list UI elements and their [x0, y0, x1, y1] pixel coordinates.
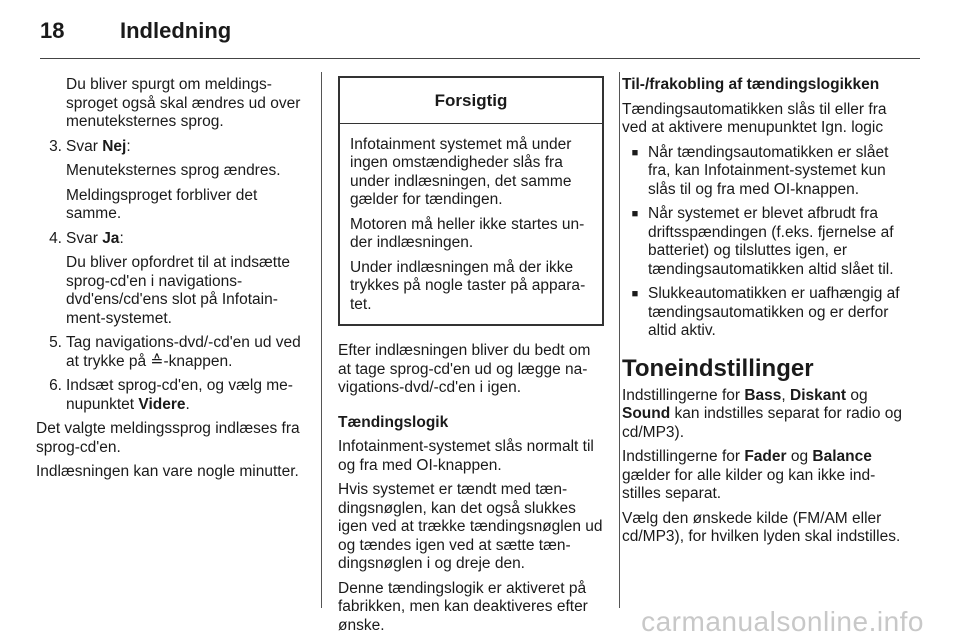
- step-result: Du bliver opfordret til at indsætte sprog-cd'en i navigations-dvd'ens/cd'ens slot på Infotainment-systemet.: [66, 254, 290, 327]
- text: og: [786, 448, 813, 465]
- step-number: 5.: [49, 334, 62, 351]
- column-divider-left: [321, 72, 322, 608]
- step-number: 4.: [49, 229, 62, 247]
- caution-title: Forsigtig: [340, 78, 602, 124]
- list-item-text: Når tændingsautomatikken er slået fra, kan Infotainment-systemet kun slås til og fra med O​I-knappen.: [648, 143, 889, 198]
- paragraph: Hvis systemet er tændt med tændingsnøglen, kan det også slukkes igen ved at trække tændingsnøglen ud og tændes igen ved at sætte tændingsnøglen i og dreje den.: [338, 481, 603, 572]
- step-text-pre: Tag navigations-dvd/-cd'en ud ved at trykke på: [66, 334, 301, 370]
- section-subheading: Til-/frakobling af tændingslogikken: [622, 76, 880, 93]
- eject-icon: ≙: [150, 352, 164, 370]
- text: Indstillingerne for: [622, 448, 745, 465]
- step-option: Nej: [102, 137, 127, 155]
- text: ,: [781, 386, 791, 404]
- page-title: Indledning: [120, 18, 232, 43]
- paragraph: Vælg den ønskede kilde (FM/AM eller cd/MP3), for hvilken lyden skal indstilles.: [622, 509, 901, 545]
- step-number: 3.: [49, 137, 62, 155]
- step-result: Meldingsproget forbliver det samme.: [66, 186, 258, 222]
- column-divider-right: [619, 72, 620, 608]
- step-option: Ja: [102, 229, 120, 247]
- setting-name: Bass: [744, 386, 782, 404]
- column-2: [338, 76, 604, 641]
- list-item: [622, 285, 904, 341]
- paragraph: Efter indlæsningen bliver du bedt om at tage sprog-cd'en ud og lægge navigations-dvd/-cd'en i igen.: [338, 342, 591, 396]
- caution-text: Infotainment systemet må under ingen omstændigheder slås fra under indlæsningen, det samme gælder for tændingen.: [350, 135, 572, 208]
- watermark: carmanualsonline.info: [641, 606, 924, 637]
- section-heading: Toneindstillinger: [622, 354, 814, 382]
- list-item: [622, 205, 904, 279]
- step-text-pre: Svar: [66, 229, 103, 247]
- step-text-post: :: [126, 137, 131, 155]
- step-text: [66, 334, 308, 371]
- step-6: [36, 377, 308, 414]
- step-text: [66, 138, 308, 157]
- step-text-post: .: [185, 395, 190, 413]
- step-text-pre: Svar: [66, 137, 103, 155]
- text: og: [846, 386, 868, 404]
- text: Indstillingerne for: [622, 386, 745, 404]
- step-text-pre: Indsæt sprog-cd'en, og vælg menupunktet: [66, 377, 293, 413]
- step-number: 6.: [49, 377, 62, 394]
- column-1: [36, 76, 308, 488]
- step-5: [36, 334, 308, 371]
- list-item-text: Slukkeautomatikken er uafhængig af tændingsautomatikken og er derfor altid aktiv.: [648, 285, 900, 339]
- header-rule: [40, 58, 920, 59]
- column-3: [622, 76, 904, 553]
- bullet-icon: ■: [631, 288, 639, 300]
- paragraph: Infotainment-systemet slås normalt til og fra med O​I-knappen.: [338, 438, 594, 474]
- step-text: [66, 230, 308, 249]
- page-number: 18: [40, 18, 65, 43]
- paragraph: [622, 448, 904, 504]
- list-item: [622, 144, 904, 200]
- section-subheading: Tændingslogik: [338, 413, 449, 431]
- caution-text: Motoren må heller ikke startes under indlæsningen.: [350, 215, 585, 251]
- step-3: [36, 138, 308, 224]
- paragraph: Denne tændingslogik er aktiveret på fabrikken, men kan deaktiveres efter ønske.: [338, 579, 588, 634]
- paragraph: [622, 387, 904, 443]
- paragraph: Det valgte meldingssprog indlæses fra sprog-cd'en.: [36, 420, 300, 456]
- step-4: [36, 230, 308, 329]
- step-text-post: -knappen.: [163, 352, 233, 370]
- paragraph: Indlæsningen kan vare nogle minutter.: [36, 463, 299, 480]
- intro-paragraph: Du bliver spurgt om meldingssproget også skal ændres ud over menuteksternes sprog.: [66, 76, 301, 130]
- step-text-post: :: [119, 229, 124, 247]
- bullet-icon: ■: [631, 208, 639, 220]
- text: kan indstilles separat for radio og cd/MP3).: [622, 405, 902, 441]
- setting-name: Sound: [622, 405, 671, 422]
- caution-box: [338, 76, 604, 326]
- page-header: [0, 0, 960, 62]
- step-result: Menuteksternes sprog ændres.: [66, 162, 281, 179]
- text: gælder for alle kilder og kan ikke indstilles separat.: [622, 466, 876, 502]
- step-text: [66, 377, 308, 414]
- caution-text: Under indlæsningen må der ikke trykkes på nogle taster på apparatet.: [350, 258, 586, 313]
- setting-name: Balance: [812, 448, 872, 465]
- setting-name: Diskant: [790, 386, 847, 404]
- bullet-icon: ■: [631, 146, 639, 159]
- list-item-text: Når systemet er blevet afbrudt fra driftsspændingen (f.eks. fjernelse af batteriet) og tilsluttes igen, er tændingsautomatikken altid slået til.: [648, 205, 894, 278]
- step-option: Videre: [138, 395, 186, 413]
- setting-name: Fader: [744, 448, 787, 465]
- paragraph: Tændingsautomatikken slås til eller fra ved at aktivere menupunktet Ign. logic: [622, 100, 887, 136]
